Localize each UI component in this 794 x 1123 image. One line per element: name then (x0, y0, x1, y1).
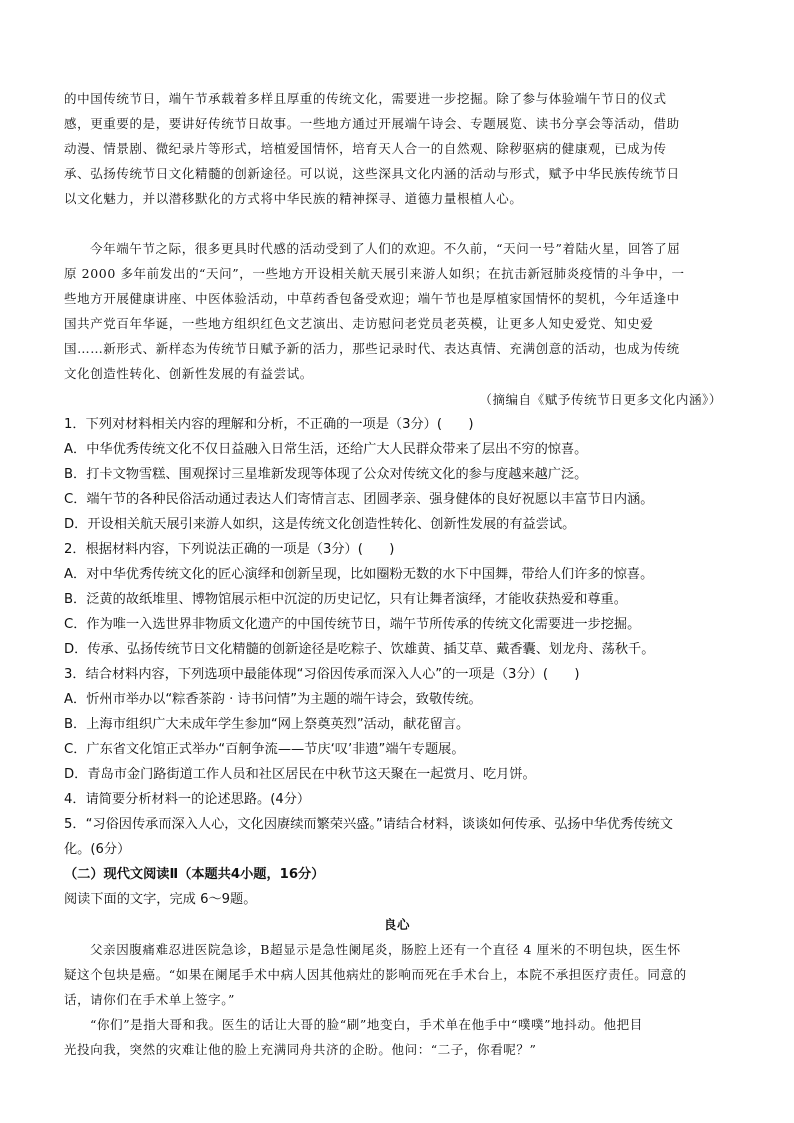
material-line: 感，更重要的是，要讲好传统节日故事。一些地方通过开展端午诗会、专题展览、读书分享会等活动，借助 (64, 116, 680, 131)
story-line: 父亲因腹痛难忍进医院急诊，B超显示是急性阑尾炎，肠腔上还有一个直径 4 厘米的不明包块，医生怀 (90, 942, 681, 957)
question-stem: 4．请简要分析材料一的论述思路。(4分） (64, 792, 311, 807)
question-stem: 3．结合材料内容，下列选项中最能体现“习俗因传承而深入人心”的一项是（3分）( ) (64, 667, 580, 682)
question-stem: 5．“习俗因传承而深入人心，文化因赓续而繁荣兴盛。”请结合材料，谈谈如何传承、弘扬中华优秀传统文 (64, 817, 673, 832)
material-line: 文化创造性转化、创新性发展的有益尝试。 (64, 366, 313, 381)
question-option: C．广东省文化馆正式举办“百舸争流——节庆‘叹’非遗”端午专题展。 (64, 742, 465, 757)
question-option: D．传承、弘扬传统节日文化精髓的创新途径是吃粽子、饮雄黄、插艾草、戴香囊、划龙舟、荡秋千。 (64, 642, 655, 657)
material-line: 以文化魅力，并以潜移默化的方式将中华民族的精神探寻、道德力量根植人心。 (64, 191, 523, 206)
question-option: C．作为唯一入选世界非物质文化遗产的中国传统节日，端午节所传承的传统文化需要进一步挖掘。 (64, 617, 641, 632)
material-line: 动漫、情景剧、微纪录片等形式，培植爱国情怀，培育天人合一的自然观、除秽驱病的健康观，已成为传 (64, 141, 667, 156)
source-citation: （摘编自《赋予传统节日更多文化内涵》） (479, 392, 722, 407)
story-line: 话，请你们在手术单上签字。” (64, 992, 236, 1007)
question-option: D．青岛市金门路街道工作人员和社区居民在中秋节这天聚在一起赏月、吃月饼。 (64, 767, 536, 782)
question-option: A．中华优秀传统文化不仅日益融入日常生活，还给广大人民群众带来了层出不穷的惊喜。 (64, 442, 588, 457)
section-instruction: 阅读下面的文字，完成 6～9题。 (64, 892, 257, 907)
story-title: 良心 (383, 917, 411, 932)
section-heading: （二）现代文阅读Ⅱ（本题共4小题，16分） (64, 867, 325, 882)
question-option: A．对中华优秀传统文化的匠心演绎和创新呈现，比如圈粉无数的水下中国舞，带给人们许多的惊喜。 (64, 567, 654, 582)
question-option: A．忻州市举办以“粽香茶韵 · 诗书问情”为主题的端午诗会，致敬传统。 (64, 692, 482, 707)
question-stem: 1．下列对材料相关内容的理解和分析，不正确的一项是（3分）( ) (64, 417, 474, 432)
story-line: 光投向我，突然的灾难让他的脸上充满同舟共济的企盼。他问：“二子，你看呢？” (64, 1042, 537, 1057)
material-line: 国……新形式、新样态为传统节日赋予新的活力，那些记录时代、表达真情、充满创意的活动，也成为传统 (64, 341, 680, 356)
material-line: 些地方开展健康讲座、中医体验活动，中草药香包备受欢迎；端午节也是厚植家国情怀的契机，今年适逢中 (64, 291, 680, 306)
story-line: “你们”是指大哥和我。医生的话让大哥的脸“刷”地变白，手术单在他手中“噗噗”地抖动。他把目 (90, 1017, 643, 1032)
material-line: 今年端午节之际，很多更具时代感的活动受到了人们的欢迎。不久前，“天问一号”着陆火星，回答了屈 (90, 241, 681, 256)
question-option: B．泛黄的故纸堆里、博物馆展示柜中沉淀的历史记忆，只有让舞者演绎，才能收获热爱和尊重。 (64, 592, 627, 607)
material-line: 国共产党百年华诞，一些地方组织红色文艺演出、走访慰问老党员老英模，让更多人知史爱党、知史爱 (64, 316, 654, 331)
story-line: 疑这个包块是癌。“如果在阑尾手术中病人因其他病灶的影响而死在手术台上，本院不承担医疗责任。同意的 (64, 967, 687, 982)
material-line: 原 2000 多年前发出的“天问”，一些地方开设相关航天展引来游人如织；在抗击新冠肺炎疫情的斗争中，一 (64, 266, 685, 281)
question-option: C．端午节的各种民俗活动通过表达人们寄情言志、团圆孝亲、强身健体的良好祝愿以丰富节日内涵。 (64, 492, 654, 507)
question-option: B．打卡文物雪糕、围观探讨三星堆新发现等体现了公众对传统文化的参与度越来越广泛。 (64, 467, 588, 482)
question-option: B．上海市组织广大未成年学生参加“网上祭奠英烈”活动，献花留言。 (64, 717, 470, 732)
material-line: 的中国传统节日，端午节承载着多样且厚重的传统文化，需要进一步挖掘。除了参与体验端午节日的仪式 (64, 91, 667, 106)
question-stem: 2．根据材料内容，下列说法正确的一项是（3分）( ) (64, 542, 395, 557)
material-line: 承、弘扬传统节日文化精髓的创新途径。可以说，这些深具文化内涵的活动与形式，赋予中华民族传统节日 (64, 166, 680, 181)
question-option: D．开设相关航天展引来游人如织，这是传统文化创造性转化、创新性发展的有益尝试。 (64, 517, 576, 532)
question-stem: 化。(6分） (64, 842, 131, 857)
